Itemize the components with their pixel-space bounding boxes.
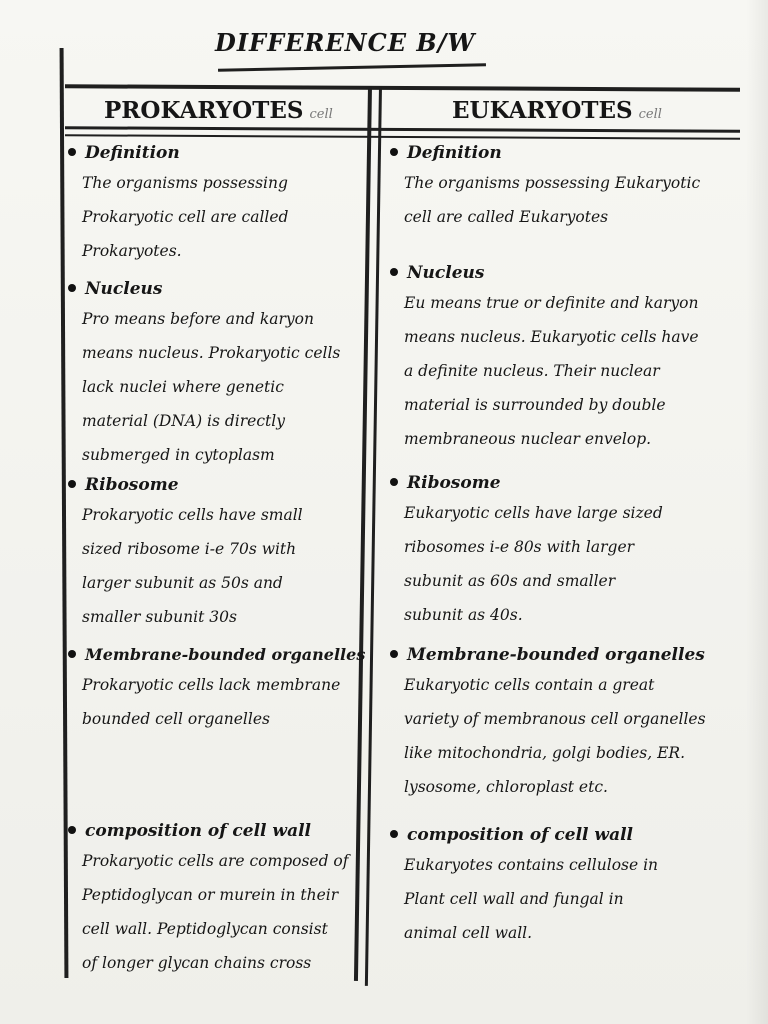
note-line: variety of membranous cell organelles [404, 710, 706, 728]
note-line: Prokaryotic cells are composed of [82, 852, 349, 870]
note-line: membraneous nuclear envelop. [404, 430, 652, 448]
section-heading [390, 822, 658, 848]
left-section-membrane-bounded-organelles [68, 642, 365, 736]
note-line: Prokaryotic cells have small [82, 506, 303, 524]
note-line: Prokaryotic cells lack membrane [82, 676, 341, 694]
section-heading [68, 818, 349, 844]
note-line: means nucleus. Prokaryotic cells [82, 344, 341, 362]
section-heading-text: Membrane-bounded organelles [85, 645, 366, 664]
right-header-text: EUKARYOTES [452, 97, 633, 124]
bullet-icon [68, 148, 76, 156]
right-section-ribosome [390, 470, 663, 632]
section-heading [68, 276, 340, 302]
note-line: Eu means true or definite and karyon [404, 294, 699, 312]
right-column-header [452, 97, 662, 124]
left-section-definition [68, 140, 288, 268]
bullet-icon [68, 480, 76, 488]
left-section-ribosome [68, 472, 303, 634]
section-heading-text: Definition [85, 143, 180, 163]
bullet-icon [390, 148, 398, 156]
note-line: subunit as 60s and smaller [404, 572, 616, 590]
bullet-icon [68, 826, 76, 834]
section-heading-text: Nucleus [85, 279, 163, 299]
left-header-note: cell [309, 107, 333, 122]
section-heading [68, 472, 303, 498]
note-line: bounded cell organelles [82, 710, 270, 728]
note-line: a definite nucleus. Their nuclear [404, 362, 660, 380]
section-heading [390, 140, 700, 166]
note-line: means nucleus. Eukaryotic cells have [404, 328, 699, 346]
section-heading-text: Ribosome [85, 475, 179, 495]
note-line: animal cell wall. [404, 924, 533, 942]
left-header-text: PROKARYOTES [104, 97, 304, 124]
note-line: sized ribosome i-e 70s with [82, 540, 297, 558]
right-section-membrane-bounded-organelles [390, 642, 706, 804]
note-line: Pro means before and karyon [82, 310, 314, 328]
section-heading-text: Membrane-bounded organelles [407, 645, 705, 665]
section-heading-text: Nucleus [407, 263, 485, 283]
page-title: DIFFERENCE B/W [215, 28, 476, 57]
left-section-nucleus [68, 276, 340, 472]
note-line: The organisms possessing [82, 174, 288, 192]
left-section-composition-of-cell-wall [68, 818, 349, 980]
note-line: smaller subunit 30s [82, 608, 237, 626]
section-heading [390, 642, 706, 668]
note-line: lysosome, chloroplast etc. [404, 778, 608, 796]
note-line: like mitochondria, golgi bodies, ER. [404, 744, 686, 762]
note-line: lack nuclei where genetic [82, 378, 284, 396]
right-section-nucleus [390, 260, 699, 456]
note-line: Prokaryotic cell are called [82, 208, 289, 226]
right-section-definition [390, 140, 700, 234]
note-line: Peptidoglycan or murein in their [82, 886, 339, 904]
note-line: Prokaryotes. [82, 242, 182, 260]
note-line: Eukaryotes contains cellulose in [404, 856, 659, 874]
section-heading [68, 642, 365, 668]
note-line: The organisms possessing Eukaryotic [404, 174, 701, 192]
page-edge-shadow [746, 0, 768, 1024]
section-heading-text: Definition [407, 143, 502, 163]
right-header-note: cell [638, 107, 662, 122]
bullet-icon [390, 830, 398, 838]
note-line: larger subunit as 50s and [82, 574, 283, 592]
section-heading [68, 140, 288, 166]
bullet-icon [68, 650, 76, 658]
note-line: Eukaryotic cells have large sized [404, 504, 663, 522]
note-line: submerged in cytoplasm [82, 446, 275, 464]
note-line: cell wall. Peptidoglycan consist [82, 920, 328, 938]
note-line: cell are called Eukaryotes [404, 208, 609, 226]
section-heading-text: Ribosome [407, 473, 501, 493]
section-heading [390, 470, 663, 496]
left-column-header [104, 97, 333, 124]
note-line: ribosomes i-e 80s with larger [404, 538, 635, 556]
note-line: of longer glycan chains cross [82, 954, 312, 972]
right-section-composition-of-cell-wall [390, 822, 658, 950]
bullet-icon [390, 650, 398, 658]
note-line: Eukaryotic cells contain a great [404, 676, 655, 694]
bullet-icon [68, 284, 76, 292]
section-heading [390, 260, 699, 286]
note-line: Plant cell wall and fungal in [404, 890, 624, 908]
section-heading-text: composition of cell wall [407, 825, 633, 845]
note-line: subunit as 40s. [404, 606, 523, 624]
bullet-icon [390, 268, 398, 276]
section-heading-text: composition of cell wall [85, 821, 311, 841]
bullet-icon [390, 478, 398, 486]
note-line: material (DNA) is directly [82, 412, 285, 430]
note-line: material is surrounded by double [404, 396, 666, 414]
